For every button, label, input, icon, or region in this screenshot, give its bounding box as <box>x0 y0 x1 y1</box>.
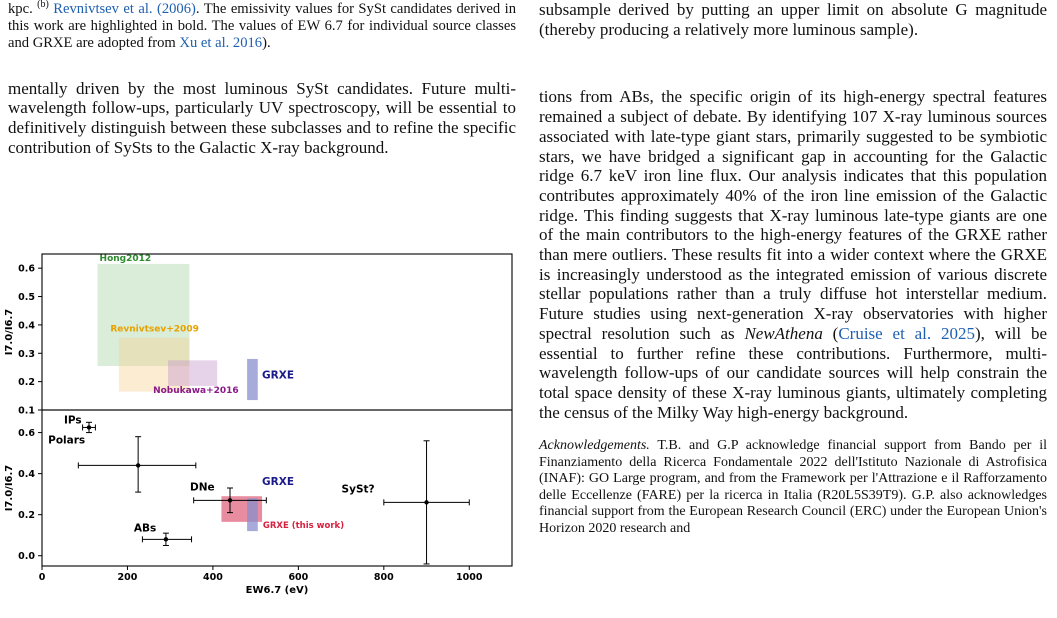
y-axis-label-top: I7.0/I6.7 <box>4 308 15 356</box>
point-label: ABs <box>133 522 157 535</box>
bottom-panel-frame <box>42 410 512 566</box>
point-label: IPs <box>64 414 82 427</box>
region-label: GRXE <box>262 369 295 382</box>
data-point <box>424 500 428 504</box>
figure-caption-tail: subsample derived by putting an upper limit on absolute G magnitude (thereby producing a relatively more luminous sample). <box>539 0 1047 39</box>
x-axis-label: EW6.7 (eV) <box>245 585 309 596</box>
region-label: Hong2012 <box>99 253 152 264</box>
x-tick-label: 800 <box>373 572 394 583</box>
point-label: DNe <box>190 481 215 494</box>
point-label: SySt? <box>341 483 375 496</box>
caption-text: . The emissivity values for SySt candidates derived in this work are highlighted in bold. The values of EW 6.7 for individual source classes and GRXE are adopted from <box>8 1 516 52</box>
footnote-marker: (b) <box>37 0 49 11</box>
y-axis-label-bottom: I7.0/I6.7 <box>4 464 15 512</box>
region-label: GRXE (this work) <box>262 520 345 531</box>
data-point <box>136 463 140 467</box>
y-tick-label: 0.6 <box>18 428 35 440</box>
region-label: Nobukawa+2016 <box>153 385 239 396</box>
x-tick-label: 200 <box>117 572 138 583</box>
left-column <box>8 0 516 157</box>
y-tick-label: 0.3 <box>18 348 35 360</box>
x-tick-label: 0 <box>38 572 46 583</box>
acknowledgements <box>539 438 1047 537</box>
region-grxe <box>247 359 258 400</box>
citation-link[interactable]: Xu et al. 2016 <box>179 35 263 52</box>
caption-text: kpc. <box>8 1 33 17</box>
y-tick-label: 0.1 <box>18 405 35 417</box>
x-tick-label: 400 <box>202 572 223 583</box>
x-tick-label: 600 <box>288 572 309 583</box>
caption-text: ). <box>262 35 271 52</box>
data-point <box>164 537 168 541</box>
region-label: GRXE <box>262 475 295 488</box>
right-column <box>539 0 1047 537</box>
mission-name: NewAthena <box>744 323 823 343</box>
region-nobukawa-2016 <box>168 360 217 386</box>
citation-year-link[interactable]: (2006) <box>156 1 196 17</box>
paragraph-text: tions from ABs, the specific origin of its high-energy spectral features remained a subject of debate. By identifying 107 X-ray luminous sources associated with late-type giant stars, primarily suggested to be symbiotic stars, we have bridged a significant gap in accounting for the Galactic ridge 6.7 keV iron line flux. Our analysis indicates that this population contributes approximately 40% of the iron line emission of the Galactic ridge. This finding suggests that X-ray luminous late-type giants are one of the main contributors to the high-energy features of the GRXE rather than mere outliers. These results fit into a wider context where the GRXE is increasingly understood as the integrated emission of various discrete stellar populations rather than a truly diffuse hot interstellar medium. Future studies using next-generation X-ray observatories with higher spectral resolution such as <box>539 87 1047 343</box>
body-paragraph: mentally driven by the most luminous SySt candidates. Future multi-wavelength follow-ups, particularly UV spectroscopy, will be essential to definitively distinguish between these subclasses and to refine the specific contribution of SySts to the Galactic X-ray background. <box>8 78 516 157</box>
y-tick-label: 0.2 <box>18 510 35 522</box>
citation-link[interactable]: Revnivtsev et al. <box>53 1 153 17</box>
paragraph-text: ), will be essential to further refine these contributions. Furthermore, multi-wavelength follow-ups of our candidate sources will help constrain the total space density of these X-ray luminous giants, ultimately completing the census of the Milky Way high-energy background. <box>539 323 1047 422</box>
x-tick-label: 1000 <box>456 572 483 583</box>
figure-caption-continued <box>8 1 516 53</box>
region-label: Revnivtsev+2009 <box>110 324 199 335</box>
data-point <box>87 425 91 429</box>
y-tick-label: 0.5 <box>18 292 35 304</box>
ack-text: T.B. and G.P acknowledge financial support from Bando per il Finanziamento della Ricerca Fondamentale 2022 dell'Istituto Nazionale di Astrofisica (INAF): GO Large program, and from the Framework per l'Attrazione e il Rafforzamento delle Eccellenze (FARE) per la ricerca in Italia (R20L5S39T9). G.P. also acknowledges financial support from the European Research Council (ERC) under the European Union's Horizon 2020 research and <box>539 438 1047 536</box>
y-tick-label: 0.6 <box>18 263 35 275</box>
figure-plot <box>0 252 530 618</box>
citation-link[interactable]: Cruise et al. 2025 <box>838 323 975 343</box>
y-tick-label: 0.2 <box>18 377 35 389</box>
y-tick-label: 0.0 <box>18 551 35 563</box>
region-grxe <box>247 498 258 531</box>
y-tick-label: 0.4 <box>18 469 35 481</box>
body-paragraph: tions from ABs, the specific origin of its high-energy spectral features remained a subject of debate. By identifying 107 X-ray luminous sources associated with late-type giant stars, primarily suggested to be symbiotic stars, we have bridged a significant gap in accounting for the Galactic ridge 6.7 keV iron line flux. Our analysis indicates that this population contributes approximately 40% of the iron line emission of the Galactic ridge. This finding suggests that X-ray luminous late-type giants are one of the main contributors to the high-energy features of the GRXE rather than mere outliers. These results fit into a wider context where the GRXE is increasingly understood as the integrated emission of various discrete stellar populations rather than a truly diffuse hot interstellar medium. Future studies using next-generation X-ray observatories with higher spectral resolution such as NewAthena (Cruise et al. 2025), will be essential to further refine these contributions. Furthermore, multi-wavelength follow-ups of our candidate sources will help constrain the total space density of these X-ray luminous giants, ultimately completing the census of the Milky Way high-energy background. <box>539 87 1047 422</box>
y-tick-label: 0.4 <box>18 320 35 332</box>
point-label: Polars <box>48 434 86 447</box>
data-point <box>228 498 232 502</box>
ack-label: Acknowledgements. <box>539 438 650 454</box>
